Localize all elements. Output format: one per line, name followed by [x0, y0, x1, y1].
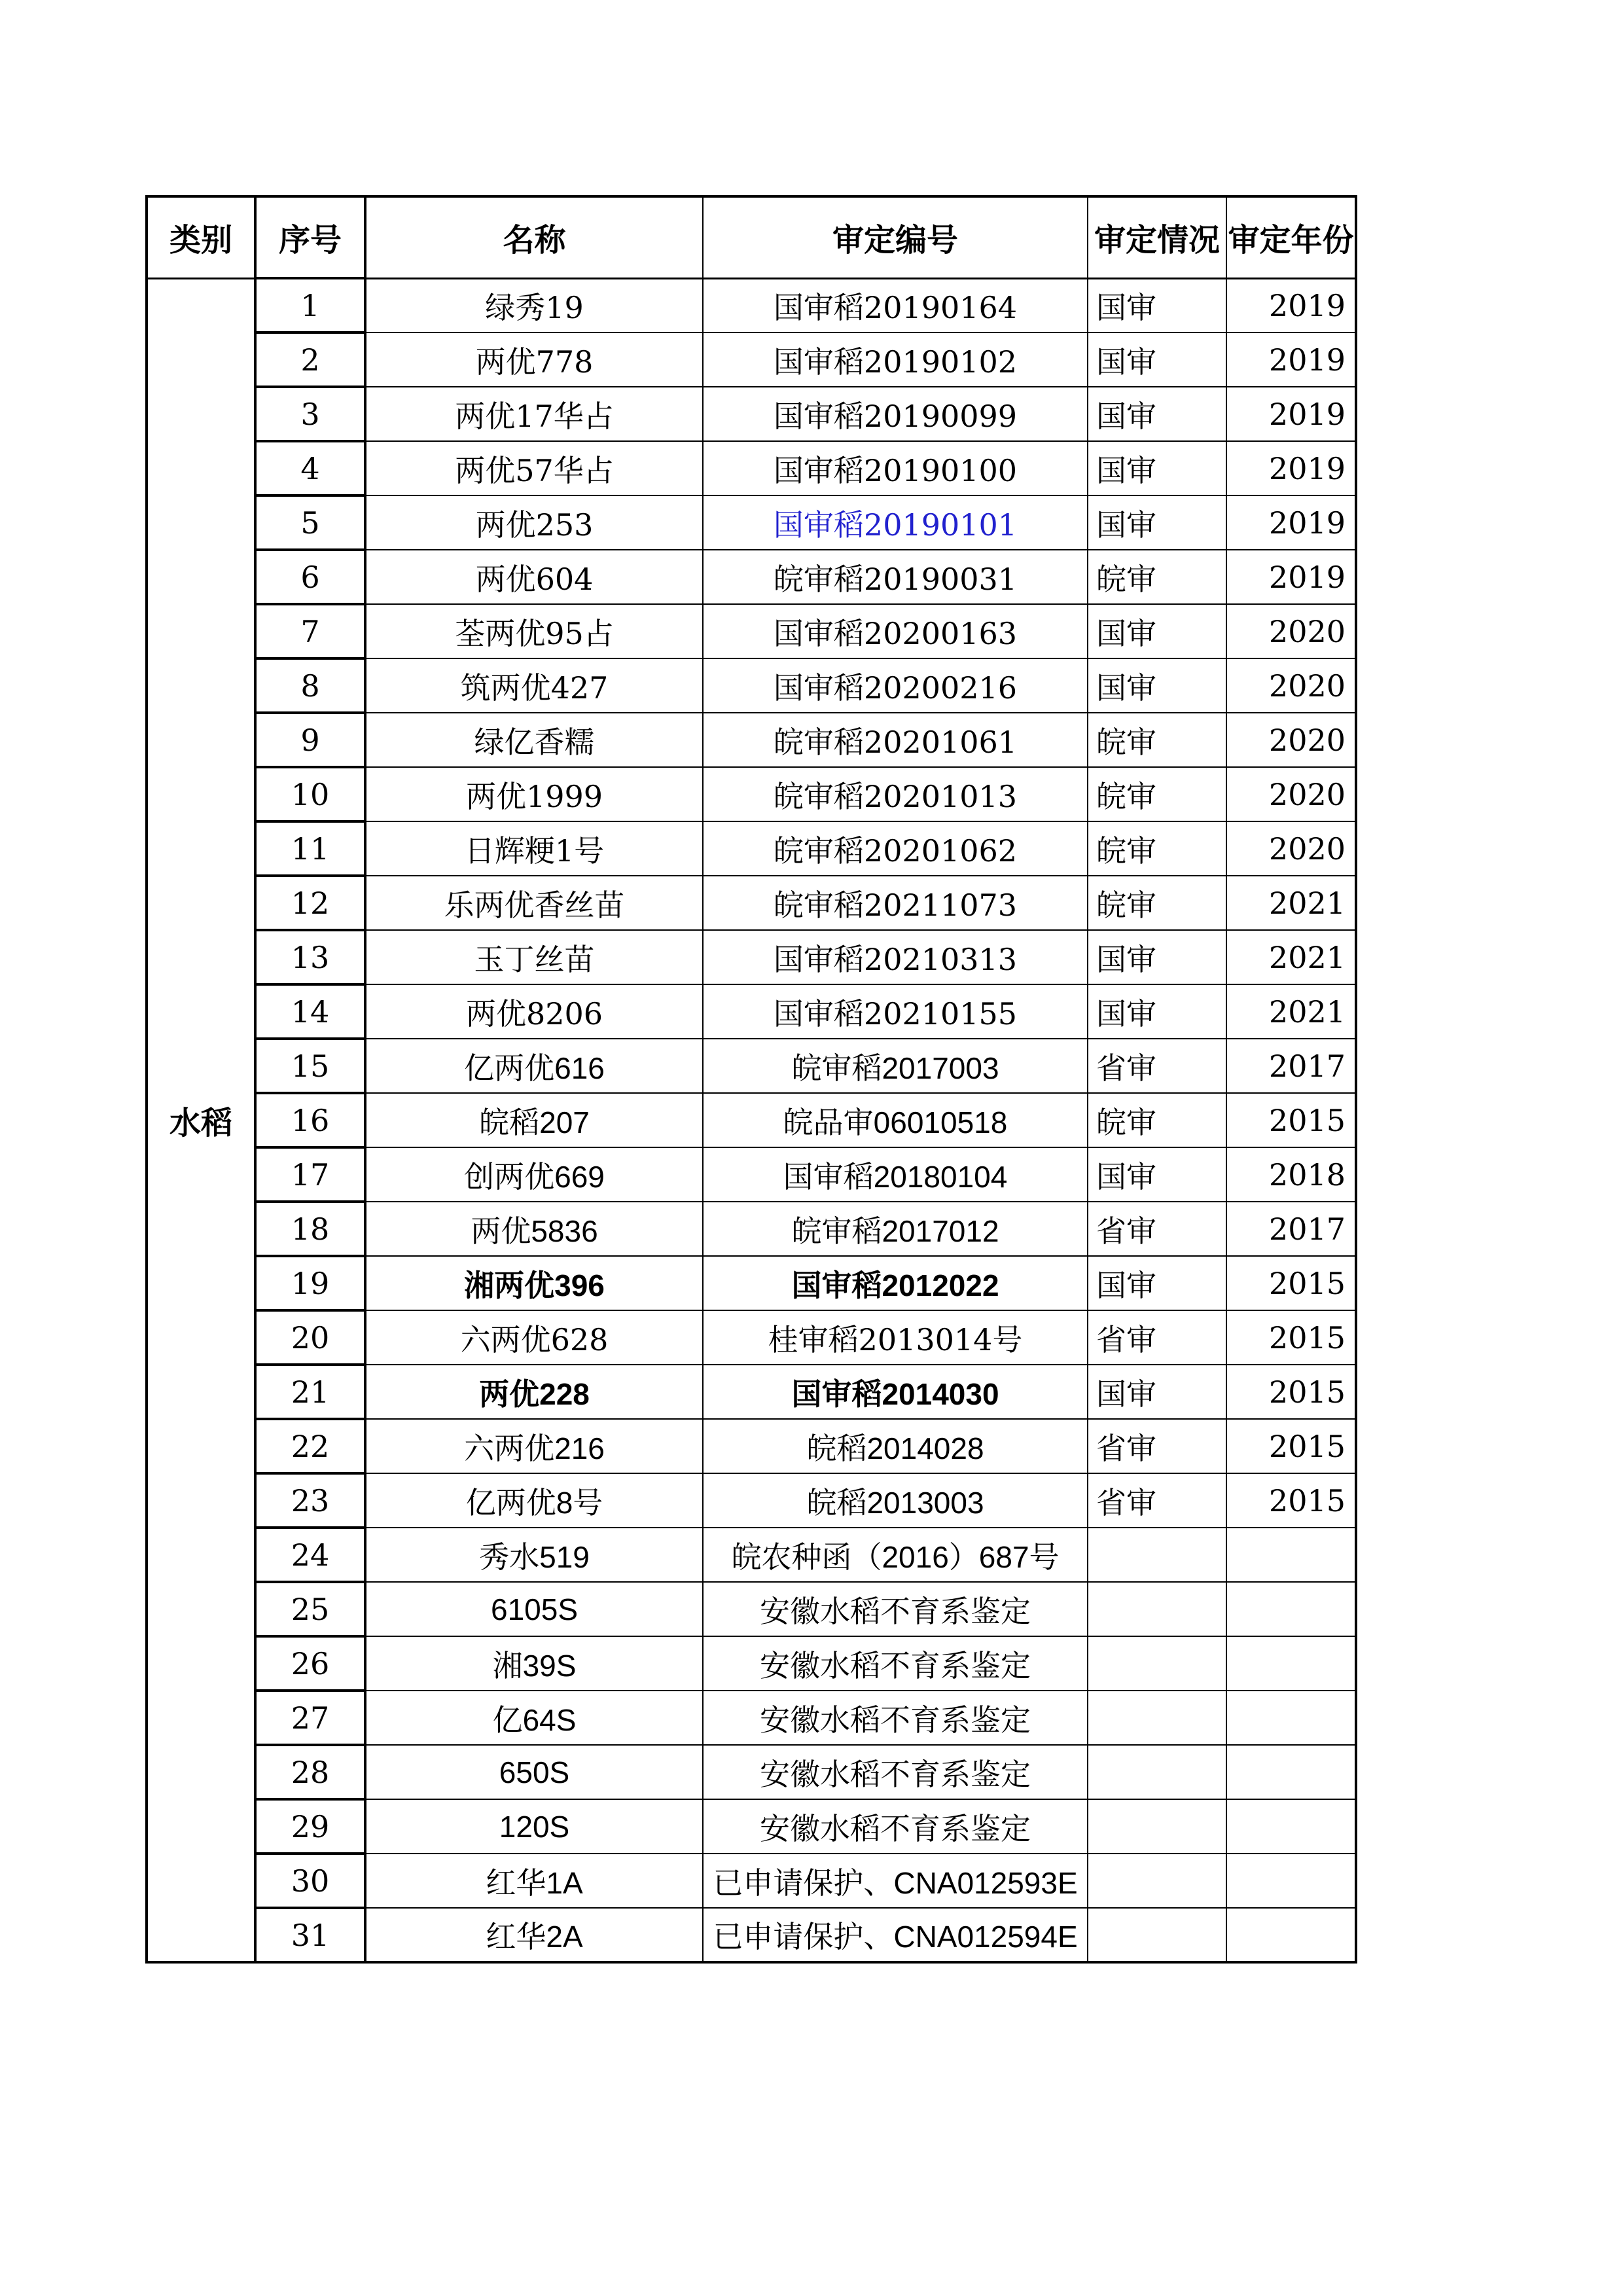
- approval-year-cell: 2021: [1226, 876, 1356, 930]
- approval-year-cell: 2015: [1226, 1419, 1356, 1473]
- serial-number-cell: 16: [255, 1093, 365, 1147]
- approval-status-cell: 皖审: [1088, 821, 1226, 876]
- approval-status-cell: 国审: [1088, 984, 1226, 1039]
- column-header-serial-number: 序号: [255, 196, 365, 278]
- table-row: [147, 1419, 1356, 1473]
- variety-name-cell: 荃两优95占: [365, 604, 703, 658]
- variety-name-cell: 红华2A: [365, 1908, 703, 1962]
- approval-code-cell: 皖审稻20201013: [703, 767, 1088, 821]
- approval-status-cell: 国审: [1088, 495, 1226, 550]
- variety-name-cell: 红华1A: [365, 1854, 703, 1908]
- variety-name-cell: 绿亿香糯: [365, 713, 703, 767]
- serial-number-cell: 28: [255, 1745, 365, 1799]
- serial-number-cell: 20: [255, 1310, 365, 1365]
- approval-year-cell: [1226, 1691, 1356, 1745]
- serial-number-cell: 29: [255, 1799, 365, 1854]
- serial-number-cell: 23: [255, 1473, 365, 1528]
- table-row: [147, 332, 1356, 387]
- table-row: [147, 550, 1356, 604]
- approval-status-cell: [1088, 1908, 1226, 1962]
- table-row: [147, 1854, 1356, 1908]
- serial-number-cell: 31: [255, 1908, 365, 1962]
- approval-status-cell: 省审: [1088, 1310, 1226, 1365]
- variety-name-cell: 创两优669: [365, 1147, 703, 1202]
- column-header-name: 名称: [365, 196, 703, 278]
- approval-year-cell: [1226, 1854, 1356, 1908]
- serial-number-cell: 1: [255, 278, 365, 332]
- approval-code-cell: 国审稻20190164: [703, 278, 1088, 332]
- approval-status-cell: 国审: [1088, 1256, 1226, 1310]
- approval-year-cell: 2015: [1226, 1365, 1356, 1419]
- approval-year-cell: 2015: [1226, 1256, 1356, 1310]
- approval-year-cell: 2020: [1226, 713, 1356, 767]
- approval-status-cell: 国审: [1088, 658, 1226, 713]
- approval-code-cell: 国审稻20190099: [703, 387, 1088, 441]
- approval-status-cell: [1088, 1745, 1226, 1799]
- approval-status-cell: [1088, 1854, 1226, 1908]
- serial-number-cell: 26: [255, 1636, 365, 1691]
- approval-status-cell: 省审: [1088, 1473, 1226, 1528]
- variety-name-cell: 两优57华占: [365, 441, 703, 495]
- serial-number-cell: 9: [255, 713, 365, 767]
- serial-number-cell: 5: [255, 495, 365, 550]
- variety-name-cell: 两优5836: [365, 1202, 703, 1256]
- variety-name-cell: 秀水519: [365, 1528, 703, 1582]
- serial-number-cell: 25: [255, 1582, 365, 1636]
- variety-name-cell: 六两优628: [365, 1310, 703, 1365]
- variety-name-cell: 乐两优香丝苗: [365, 876, 703, 930]
- approval-status-cell: 国审: [1088, 332, 1226, 387]
- approval-code-cell: 桂审稻2013014号: [703, 1310, 1088, 1365]
- approval-year-cell: [1226, 1799, 1356, 1854]
- approval-status-cell: [1088, 1636, 1226, 1691]
- approval-code-cell: 已申请保护、CNA012594E: [703, 1908, 1088, 1962]
- variety-name-cell: 湘39S: [365, 1636, 703, 1691]
- table-row: [147, 658, 1356, 713]
- table-row: [147, 387, 1356, 441]
- approval-status-cell: [1088, 1799, 1226, 1854]
- table-row: [147, 604, 1356, 658]
- approval-status-cell: 国审: [1088, 387, 1226, 441]
- table-row: [147, 1473, 1356, 1528]
- approval-year-cell: 2020: [1226, 821, 1356, 876]
- approval-status-cell: 国审: [1088, 1365, 1226, 1419]
- table-row: [147, 495, 1356, 550]
- approval-code-cell: 国审稻20190100: [703, 441, 1088, 495]
- column-header-category: 类别: [147, 196, 255, 278]
- approval-year-cell: 2021: [1226, 930, 1356, 984]
- variety-name-cell: 绿秀19: [365, 278, 703, 332]
- approval-code-cell: 安徽水稻不育系鉴定: [703, 1745, 1088, 1799]
- approval-status-cell: 省审: [1088, 1419, 1226, 1473]
- header-row: [147, 196, 1356, 278]
- approval-status-cell: 国审: [1088, 1147, 1226, 1202]
- table-row: [147, 984, 1356, 1039]
- approval-year-cell: 2019: [1226, 387, 1356, 441]
- serial-number-cell: 27: [255, 1691, 365, 1745]
- variety-name-cell: 亿两优8号: [365, 1473, 703, 1528]
- variety-name-cell: 皖稻207: [365, 1093, 703, 1147]
- approval-year-cell: 2019: [1226, 441, 1356, 495]
- approval-year-cell: 2020: [1226, 767, 1356, 821]
- variety-name-cell: 两优17华占: [365, 387, 703, 441]
- serial-number-cell: 19: [255, 1256, 365, 1310]
- approval-status-cell: [1088, 1528, 1226, 1582]
- approval-status-cell: 国审: [1088, 604, 1226, 658]
- approval-year-cell: 2015: [1226, 1473, 1356, 1528]
- approval-year-cell: [1226, 1908, 1356, 1962]
- approval-code-cell: 皖审稻20190031: [703, 550, 1088, 604]
- serial-number-cell: 11: [255, 821, 365, 876]
- approval-year-cell: 2019: [1226, 278, 1356, 332]
- variety-approval-table: [145, 195, 1357, 1964]
- table-row: [147, 821, 1356, 876]
- approval-year-cell: 2015: [1226, 1310, 1356, 1365]
- approval-code-cell: 国审稻20200163: [703, 604, 1088, 658]
- approval-status-cell: 国审: [1088, 441, 1226, 495]
- table-row: [147, 1691, 1356, 1745]
- approval-code-cell: 国审稻20190102: [703, 332, 1088, 387]
- table-row: [147, 1908, 1356, 1962]
- approval-code-cell: 安徽水稻不育系鉴定: [703, 1582, 1088, 1636]
- serial-number-cell: 13: [255, 930, 365, 984]
- table-row: [147, 1528, 1356, 1582]
- serial-number-cell: 12: [255, 876, 365, 930]
- approval-year-cell: [1226, 1636, 1356, 1691]
- variety-name-cell: 筑两优427: [365, 658, 703, 713]
- serial-number-cell: 4: [255, 441, 365, 495]
- approval-code-cell: 皖审稻2017003: [703, 1039, 1088, 1093]
- table-row: [147, 1745, 1356, 1799]
- approval-status-cell: 皖审: [1088, 1093, 1226, 1147]
- approval-code-cell: 皖审稻2017012: [703, 1202, 1088, 1256]
- serial-number-cell: 8: [255, 658, 365, 713]
- table-row: [147, 713, 1356, 767]
- variety-name-cell: 两优778: [365, 332, 703, 387]
- approval-year-cell: 2017: [1226, 1202, 1356, 1256]
- variety-name-cell: 6105S: [365, 1582, 703, 1636]
- table-row: [147, 1039, 1356, 1093]
- approval-code-cell: 国审稻20200216: [703, 658, 1088, 713]
- approval-status-cell: 皖审: [1088, 876, 1226, 930]
- approval-code-cell: 皖审稻20201062: [703, 821, 1088, 876]
- table-row: [147, 1582, 1356, 1636]
- approval-status-cell: 国审: [1088, 278, 1226, 332]
- approval-year-cell: 2020: [1226, 658, 1356, 713]
- approval-code-cell: 皖审稻20211073: [703, 876, 1088, 930]
- variety-name-cell: 120S: [365, 1799, 703, 1854]
- category-cell: 水稻: [147, 278, 255, 1962]
- approval-code-cell: 皖审稻20201061: [703, 713, 1088, 767]
- table-row: [147, 278, 1356, 332]
- approval-year-cell: 2018: [1226, 1147, 1356, 1202]
- table-row: [147, 767, 1356, 821]
- serial-number-cell: 7: [255, 604, 365, 658]
- approval-code-cell: 国审稻20210155: [703, 984, 1088, 1039]
- approval-code-cell: 国审稻20180104: [703, 1147, 1088, 1202]
- serial-number-cell: 21: [255, 1365, 365, 1419]
- table-row: [147, 1636, 1356, 1691]
- column-header-approval-year: 审定年份: [1226, 196, 1356, 278]
- approval-code-cell: 国审稻20190101: [703, 495, 1088, 550]
- approval-year-cell: [1226, 1745, 1356, 1799]
- approval-code-cell: 安徽水稻不育系鉴定: [703, 1691, 1088, 1745]
- variety-name-cell: 两优604: [365, 550, 703, 604]
- serial-number-cell: 22: [255, 1419, 365, 1473]
- approval-year-cell: 2015: [1226, 1093, 1356, 1147]
- variety-name-cell: 六两优216: [365, 1419, 703, 1473]
- approval-status-cell: 皖审: [1088, 767, 1226, 821]
- approval-code-cell: 已申请保护、CNA012593E: [703, 1854, 1088, 1908]
- variety-name-cell: 亿64S: [365, 1691, 703, 1745]
- table-row: [147, 1256, 1356, 1310]
- approval-status-cell: [1088, 1691, 1226, 1745]
- column-header-approval-status: 审定情况: [1088, 196, 1226, 278]
- serial-number-cell: 15: [255, 1039, 365, 1093]
- table-row: [147, 876, 1356, 930]
- approval-code-cell: 皖稻2014028: [703, 1419, 1088, 1473]
- approval-year-cell: 2019: [1226, 550, 1356, 604]
- serial-number-cell: 30: [255, 1854, 365, 1908]
- approval-year-cell: 2019: [1226, 332, 1356, 387]
- table-row: [147, 1799, 1356, 1854]
- approval-year-cell: [1226, 1528, 1356, 1582]
- approval-code-cell: 安徽水稻不育系鉴定: [703, 1799, 1088, 1854]
- serial-number-cell: 17: [255, 1147, 365, 1202]
- table-row: [147, 1365, 1356, 1419]
- variety-name-cell: 两优1999: [365, 767, 703, 821]
- serial-number-cell: 3: [255, 387, 365, 441]
- approval-status-cell: [1088, 1582, 1226, 1636]
- approval-status-cell: 省审: [1088, 1039, 1226, 1093]
- approval-code-cell: 皖品审06010518: [703, 1093, 1088, 1147]
- variety-name-cell: 两优228: [365, 1365, 703, 1419]
- approval-status-cell: 皖审: [1088, 550, 1226, 604]
- table-row: [147, 441, 1356, 495]
- variety-name-cell: 两优253: [365, 495, 703, 550]
- approval-code-cell: 安徽水稻不育系鉴定: [703, 1636, 1088, 1691]
- serial-number-cell: 14: [255, 984, 365, 1039]
- approval-code-cell: 皖稻2013003: [703, 1473, 1088, 1528]
- table-row: [147, 1147, 1356, 1202]
- table-row: [147, 1093, 1356, 1147]
- table-row: [147, 1310, 1356, 1365]
- approval-code-cell: 皖农种函（2016）687号: [703, 1528, 1088, 1582]
- approval-code-cell: 国审稻2012022: [703, 1256, 1088, 1310]
- table-row: [147, 930, 1356, 984]
- serial-number-cell: 24: [255, 1528, 365, 1582]
- approval-year-cell: [1226, 1582, 1356, 1636]
- serial-number-cell: 6: [255, 550, 365, 604]
- approval-code-cell: 国审稻2014030: [703, 1365, 1088, 1419]
- approval-status-cell: 皖审: [1088, 713, 1226, 767]
- approval-status-cell: 省审: [1088, 1202, 1226, 1256]
- variety-name-cell: 亿两优616: [365, 1039, 703, 1093]
- approval-status-cell: 国审: [1088, 930, 1226, 984]
- approval-year-cell: 2021: [1226, 984, 1356, 1039]
- variety-name-cell: 湘两优396: [365, 1256, 703, 1310]
- table-row: [147, 1202, 1356, 1256]
- variety-name-cell: 两优8206: [365, 984, 703, 1039]
- serial-number-cell: 18: [255, 1202, 365, 1256]
- serial-number-cell: 2: [255, 332, 365, 387]
- approval-year-cell: 2019: [1226, 495, 1356, 550]
- approval-code-cell: 国审稻20210313: [703, 930, 1088, 984]
- variety-name-cell: 日辉粳1号: [365, 821, 703, 876]
- column-header-approval-code: 审定编号: [703, 196, 1088, 278]
- serial-number-cell: 10: [255, 767, 365, 821]
- variety-name-cell: 玉丁丝苗: [365, 930, 703, 984]
- approval-year-cell: 2020: [1226, 604, 1356, 658]
- variety-name-cell: 650S: [365, 1745, 703, 1799]
- approval-year-cell: 2017: [1226, 1039, 1356, 1093]
